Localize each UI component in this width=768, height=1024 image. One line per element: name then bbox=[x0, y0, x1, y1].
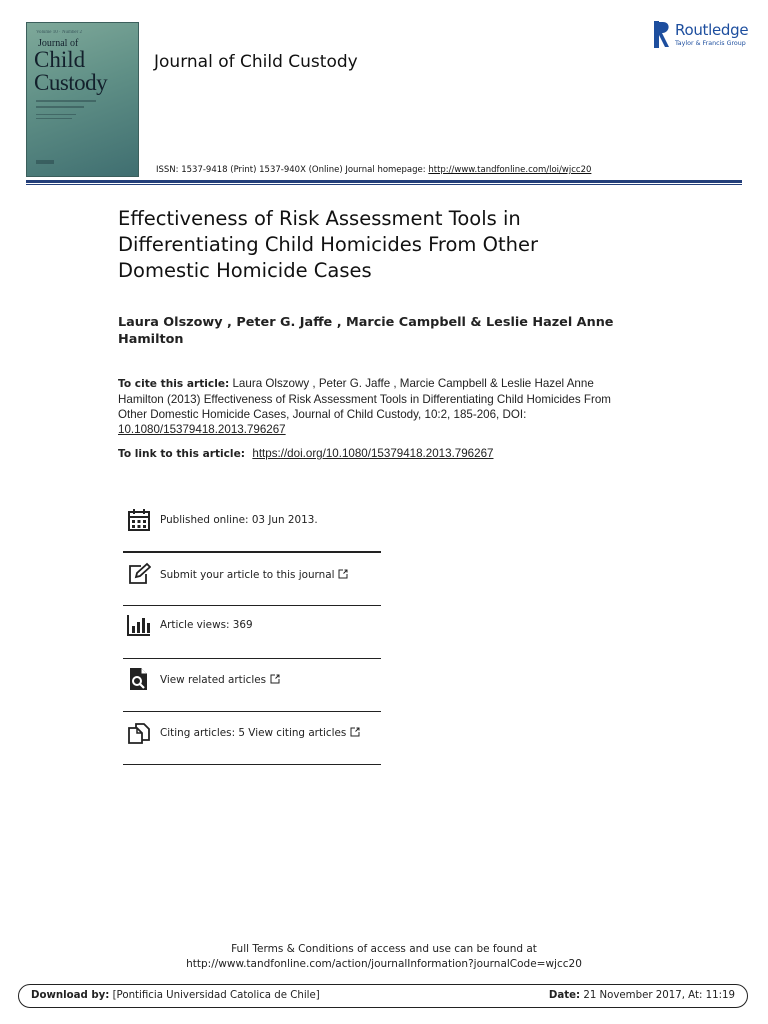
external-link-icon bbox=[270, 674, 280, 684]
views-row bbox=[123, 606, 381, 656]
cover-decor bbox=[36, 118, 72, 119]
external-link-icon bbox=[350, 727, 360, 737]
header-rule bbox=[26, 180, 742, 183]
published-row bbox=[123, 500, 381, 550]
journal-cover-image bbox=[26, 22, 139, 177]
citing-icon bbox=[127, 720, 151, 744]
routledge-logo-icon bbox=[654, 21, 670, 48]
journal-name: Journal of Child Custody bbox=[154, 52, 358, 72]
issn-line bbox=[156, 165, 591, 175]
date-value: 21 November 2017, At: 11:19 bbox=[580, 990, 735, 1001]
related-row[interactable] bbox=[123, 659, 381, 709]
issn-text: ISSN: 1537-9418 (Print) 1537-940X (Online) Journal homepage: bbox=[156, 165, 429, 175]
journal-homepage-link[interactable]: http://www.tandfonline.com/loi/wjcc20 bbox=[428, 165, 592, 175]
bar-chart-icon bbox=[127, 613, 151, 637]
submit-text bbox=[160, 569, 348, 581]
terms-block bbox=[0, 942, 768, 972]
article-doi-link[interactable]: https://doi.org/10.1080/15379418.2013.796267 bbox=[252, 447, 494, 460]
cite-doi-link[interactable]: 10.1080/15379418.2013.796267 bbox=[118, 423, 286, 436]
article-title: Effectiveness of Risk Assessment Tools in Differentiating Child Homicides From Other Domestic Homicide Cases bbox=[118, 207, 538, 282]
calendar-icon bbox=[127, 508, 151, 532]
related-text bbox=[160, 674, 280, 686]
cite-text: Laura Olszowy , Peter G. Jaffe , Marcie Campbell & Leslie Hazel Anne Hamilton (2013) Effectiveness of Risk Assessment Tools in Differentiating Child Homicides From Other Domestic Homicide Cases, Journal of Child Custody, 10:2, 185-206, DOI: bbox=[118, 377, 611, 421]
citing-text bbox=[160, 727, 360, 739]
publisher-group: Taylor & Francis Group bbox=[675, 40, 746, 47]
publisher-name: Routledge bbox=[675, 21, 749, 39]
header-rule-thin bbox=[26, 184, 742, 185]
terms-url[interactable]: http://www.tandfonline.com/action/journalInformation?journalCode=wjcc20 bbox=[186, 958, 582, 970]
cover-decor bbox=[36, 106, 84, 108]
submit-article-link[interactable]: Submit your article to this journal bbox=[160, 569, 335, 581]
related-articles-link[interactable]: View related articles bbox=[160, 674, 267, 686]
terms-line: Full Terms & Conditions of access and use can be found at bbox=[231, 943, 537, 955]
cover-decor bbox=[36, 100, 96, 102]
external-link-icon bbox=[338, 569, 348, 579]
cover-title-line2: Child bbox=[34, 47, 86, 72]
download-date bbox=[549, 990, 735, 1001]
cover-title-line1: Journal of bbox=[38, 38, 79, 49]
article-views: Article views: 369 bbox=[160, 619, 253, 631]
download-by bbox=[31, 990, 320, 1001]
cover-title-line3: Custody bbox=[34, 70, 108, 95]
download-info-bar bbox=[18, 984, 748, 1008]
related-search-icon bbox=[127, 667, 151, 691]
article-authors: Laura Olszowy , Peter G. Jaffe , Marcie Campbell & Leslie Hazel Anne Hamilton bbox=[118, 315, 614, 347]
submit-row[interactable] bbox=[123, 553, 381, 603]
download-label: Download by: bbox=[31, 990, 110, 1001]
divider bbox=[123, 764, 381, 765]
published-date: Published online: 03 Jun 2013. bbox=[160, 514, 318, 526]
cover-decor bbox=[36, 160, 54, 164]
citing-articles-link[interactable]: Citing articles: 5 View citing articles bbox=[160, 727, 347, 739]
cover-decor bbox=[36, 114, 76, 115]
download-value: [Pontificia Universidad Catolica de Chile] bbox=[109, 990, 320, 1001]
article-link-line bbox=[118, 446, 638, 462]
link-label: To link to this article: bbox=[118, 448, 245, 460]
date-label: Date: bbox=[548, 990, 581, 1001]
cover-small-line: Volume 10 · Number 2 bbox=[36, 30, 83, 35]
cite-label: To cite this article: bbox=[118, 378, 230, 390]
citation-block bbox=[118, 376, 618, 437]
edit-icon bbox=[127, 562, 151, 586]
citing-row[interactable] bbox=[123, 712, 381, 762]
